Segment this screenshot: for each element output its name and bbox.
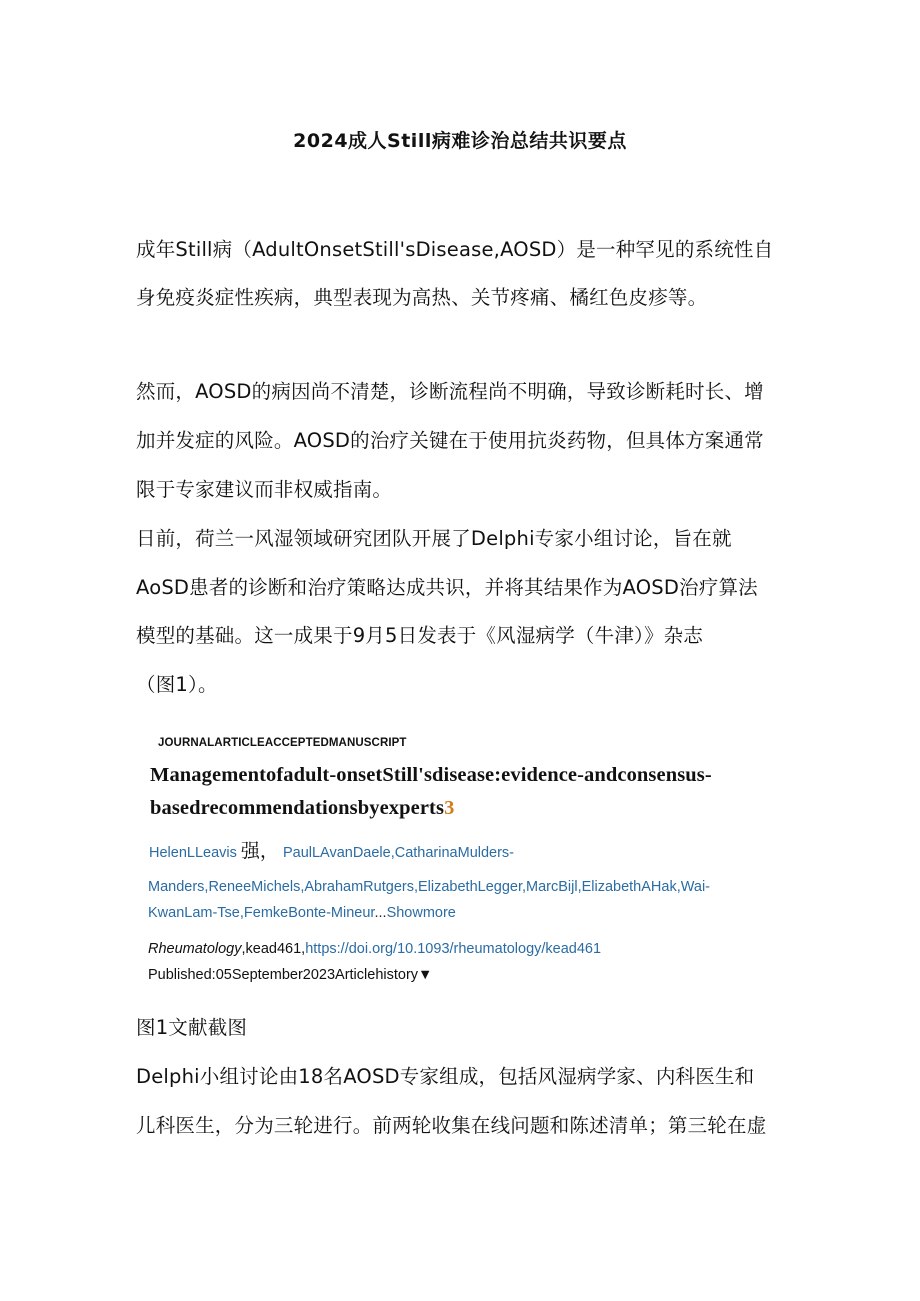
author-link[interactable]: PaulLAvanDaele,CatharinaMulders- (282, 845, 515, 861)
title-badge: 3 (444, 797, 455, 819)
ellipsis: ... (374, 905, 387, 921)
published-date[interactable]: Published:05September2023Articlehistory▼ (148, 967, 433, 983)
figure-caption: 图1文献截图 (136, 1016, 248, 1039)
author-separator: 强， (240, 841, 279, 862)
paragraph-line: 身免疫炎症性疾病，典型表现为高热、关节疼痛、橘红色皮疹等。 (136, 286, 708, 309)
paragraph-line: 模型的基础。这一成果于9月5日发表于《风湿病学（牛津）》杂志 (136, 624, 704, 647)
paragraph-line: 日前，荷兰一风湿领域研究团队开展了Delphi专家小组讨论，旨在就 (136, 527, 732, 550)
authors-line2[interactable]: Manders,ReneeMichels,AbrahamRutgers,ElizabethLegger,MarcBijl,ElizabethAHak,Wai- (148, 879, 710, 895)
article-title-line2 (150, 797, 454, 820)
article-id: ,kead461, (241, 941, 306, 957)
journal-name: Rheumatology (148, 941, 242, 957)
article-title-line2-text: basedrecommendationsbyexperts (150, 797, 445, 819)
paragraph-line: 然而，AOSD的病因尚不清楚，诊断流程尚不明确，导致诊断耗时长、增 (136, 380, 764, 403)
paragraph-line: 成年Still病（AdultOnsetStill'sDisease,AOSD）是一种罕见的系统性自 (136, 238, 774, 261)
author-link[interactable]: HelenLLeavis (149, 845, 237, 861)
journal-article-label: JOURNALARTICLEACCEPTEDMANUSCRIPT (158, 737, 407, 749)
author-link[interactable]: KwanLam-Tse,FemkeBonte-Mineur (148, 905, 375, 921)
paragraph-line: AoSD患者的诊断和治疗策略达成共识，并将其结果作为AOSD治疗算法 (136, 576, 758, 599)
paragraph-line: Delphi小组讨论由18名AOSD专家组成，包括风湿病学家、内科医生和 (136, 1065, 755, 1088)
article-title-line1: Managementofadult-onsetStill'sdisease:evidence-andconsensus- (150, 764, 712, 786)
doi-link[interactable]: https://doi.org/10.1093/rheumatology/kead461 (305, 941, 602, 957)
paragraph-line: 限于专家建议而非权威指南。 (136, 478, 393, 501)
paragraph-line: 加并发症的风险。AOSD的治疗关键在于使用抗炎药物，但具体方案通常 (136, 429, 764, 452)
authors-line1 (149, 836, 514, 863)
paragraph-line: （图1）。 (136, 673, 218, 696)
page-title: 2024成人Still病难诊治总结共识要点 (293, 130, 627, 152)
paragraph-line: 儿科医生，分为三轮进行。前两轮收集在线问题和陈述清单；第三轮在虚 (136, 1114, 767, 1137)
authors-line3 (148, 905, 456, 921)
show-more-link[interactable]: Showmore (386, 905, 456, 921)
citation (148, 941, 601, 957)
